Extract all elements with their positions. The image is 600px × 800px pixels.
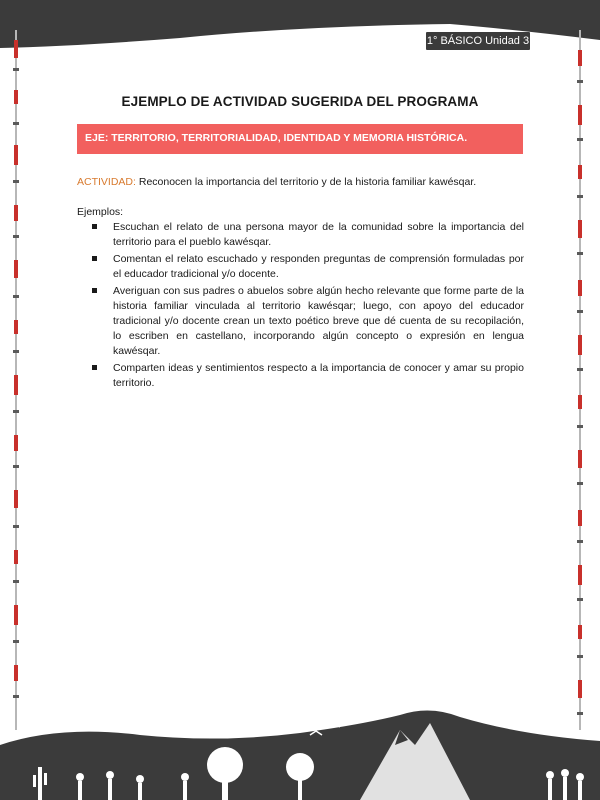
list-item: Comentan el relato escuchado y responden preguntas de comprensión formuladas por el educador tradicional y/o docente.: [100, 252, 524, 282]
activity-label: ACTIVIDAD:: [77, 176, 136, 188]
eje-banner: [77, 124, 523, 154]
right-decorative-border: [575, 30, 585, 730]
page-title: EJEMPLO DE ACTIVIDAD SUGERIDA DEL PROGRAMA: [121, 94, 479, 109]
header-band: [0, 0, 600, 60]
activity-line: [77, 176, 523, 188]
footer-landscape-illustration: [0, 705, 600, 800]
activity-text: Reconocen la importancia del territorio y de la historia familiar kawésqar.: [138, 176, 477, 188]
examples-label: Ejemplos:: [77, 206, 124, 218]
square-bullet-icon: [92, 288, 97, 293]
eje-label: EJE: TERRITORIO, TERRITORIALIDAD, IDENTIDAD Y MEMORIA HISTÓRICA.: [85, 132, 468, 144]
square-bullet-icon: [92, 365, 97, 370]
list-item: Escuchan el relato de una persona mayor de la comunidad sobre la importancia del territorio para el pueblo kawésqar.: [100, 220, 524, 250]
list-item: Averiguan con sus padres o abuelos sobre algún hecho relevante que forme parte de la historia familiar vinculada al territorio kawésqar; luego, con apoyo del educador tradicional y/o docente crean un texto poético breve que dé cuenta de su recopilación, lo escriben en castellano, incorporando algún concepto o expresión en lengua kawésqar.: [100, 284, 524, 359]
left-decorative-border: [11, 30, 21, 730]
square-bullet-icon: [92, 224, 97, 229]
unit-badge: 1° BÁSICO Unidad 3: [426, 32, 530, 50]
square-bullet-icon: [92, 256, 97, 261]
list-item: Comparten ideas y sentimientos respecto a la importancia de conocer y amar su propio territorio.: [100, 361, 524, 391]
examples-list: [100, 220, 524, 393]
